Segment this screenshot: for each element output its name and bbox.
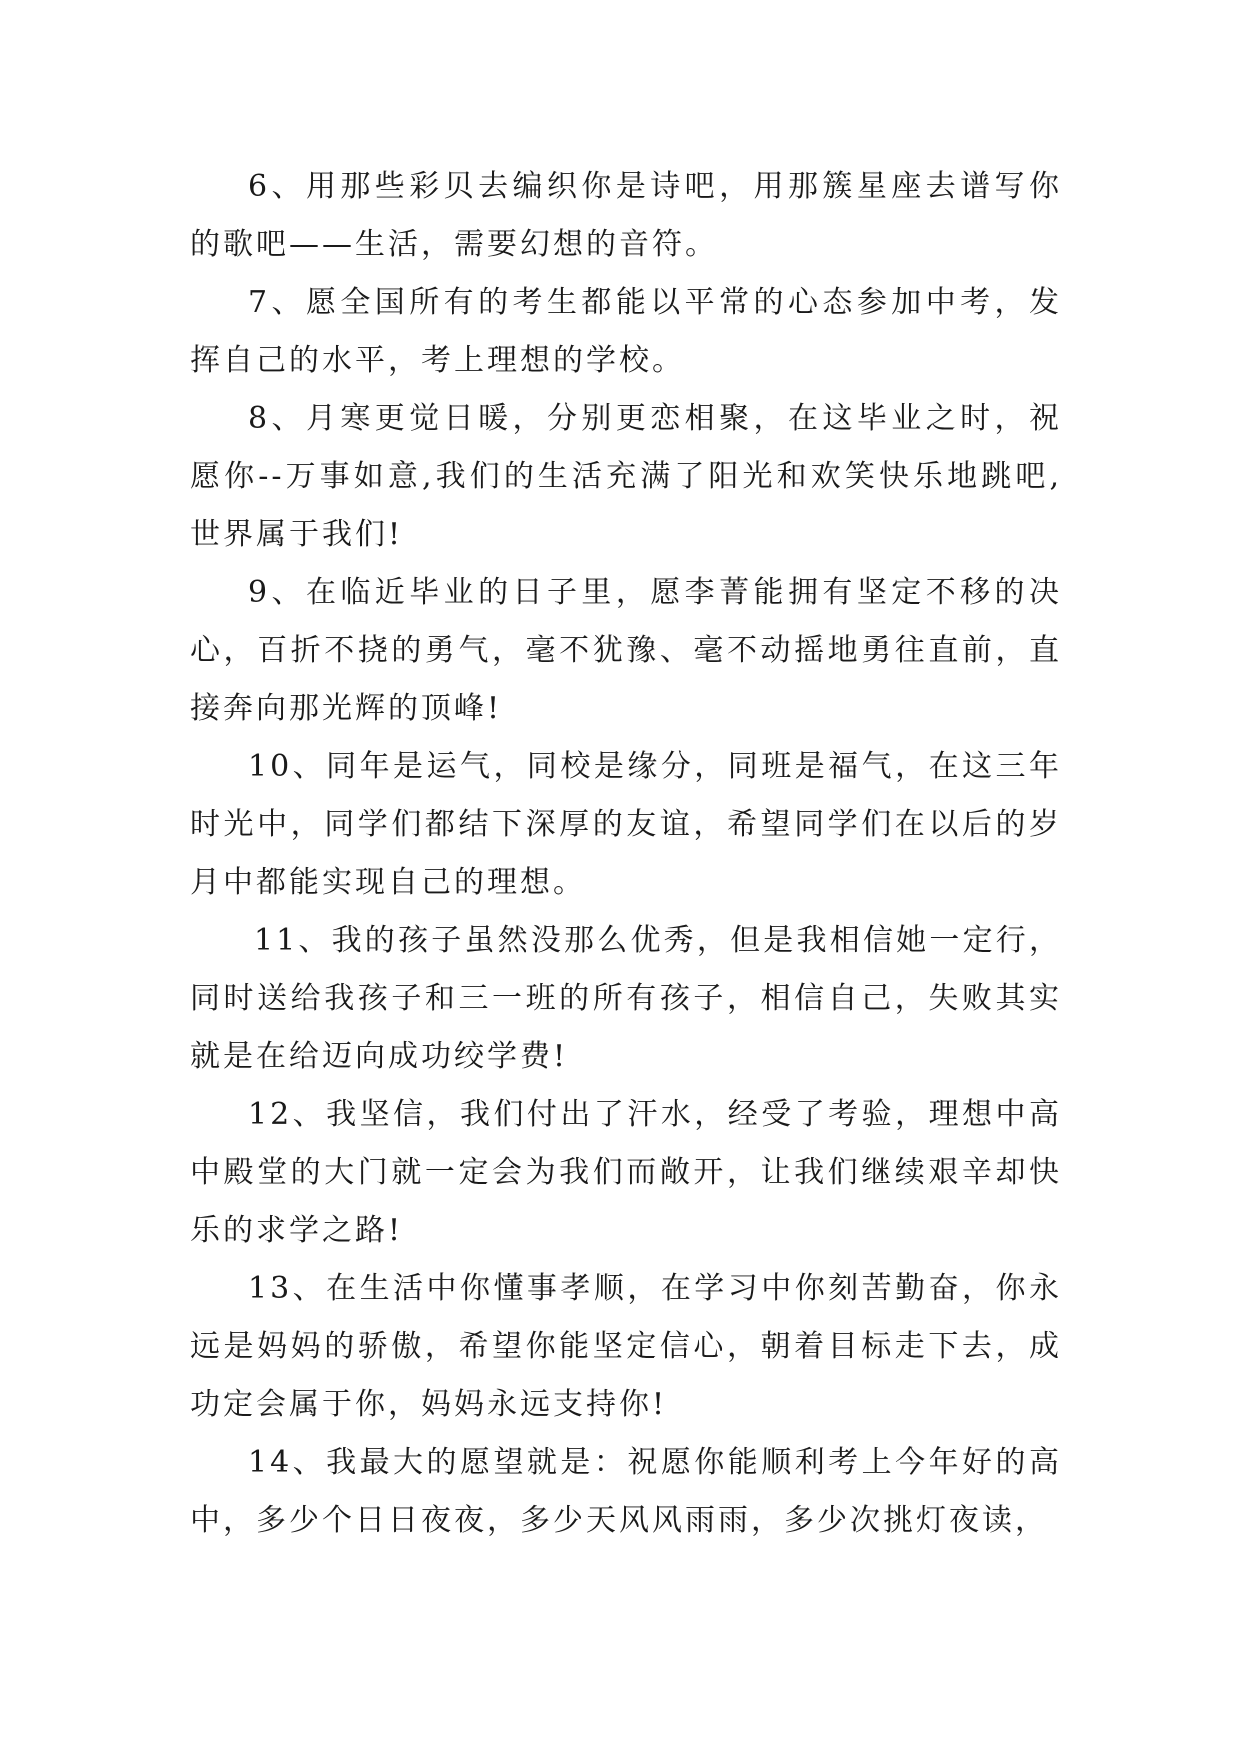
paragraph-13: 13、在生活中你懂事孝顺，在学习中你刻苦勤奋，你永远是妈妈的骄傲，希望你能坚定信心，朝着目标走下去，成功定会属于你，妈妈永远支持你!: [190, 1271, 1062, 1422]
paragraph-12: 12、我坚信，我们付出了汗水，经受了考验，理想中高中殿堂的大门就一定会为我们而敞开，让我们继续艰辛却快乐的求学之路!: [190, 1097, 1062, 1248]
paragraph-11: 11、我的孩子虽然没那么优秀，但是我相信她一定行，同时送给我孩子和三一班的所有孩子，相信自己，失败其实就是在给迈向成功绞学费!: [190, 923, 1062, 1074]
paragraph-10: 10、同年是运气，同校是缘分，同班是福气，在这三年时光中，同学们都结下深厚的友谊，希望同学们在以后的岁月中都能实现自己的理想。: [190, 749, 1062, 900]
paragraph-7: 7、愿全国所有的考生都能以平常的心态参加中考，发挥自己的水平，考上理想的学校。: [190, 285, 1062, 378]
paragraph-8: 8、月寒更觉日暖，分别更恋相聚，在这毕业之时，祝愿你--万事如意,我们的生活充满了阳光和欢笑快乐地跳吧,世界属于我们!: [190, 401, 1062, 552]
paragraph-6: 6、用那些彩贝去编织你是诗吧，用那簇星座去谱写你的歌吧——生活，需要幻想的音符。: [190, 169, 1062, 262]
paragraph-9: 9、在临近毕业的日子里，愿李菁能拥有坚定不移的决心，百折不挠的勇气，毫不犹豫、毫不动摇地勇往直前，直接奔向那光辉的顶峰!: [190, 575, 1062, 726]
document-body: [190, 158, 1062, 1550]
paragraph-14: 14、我最大的愿望就是：祝愿你能顺利考上今年好的高中，多少个日日夜夜，多少天风风雨雨，多少次挑灯夜读，: [190, 1445, 1062, 1538]
